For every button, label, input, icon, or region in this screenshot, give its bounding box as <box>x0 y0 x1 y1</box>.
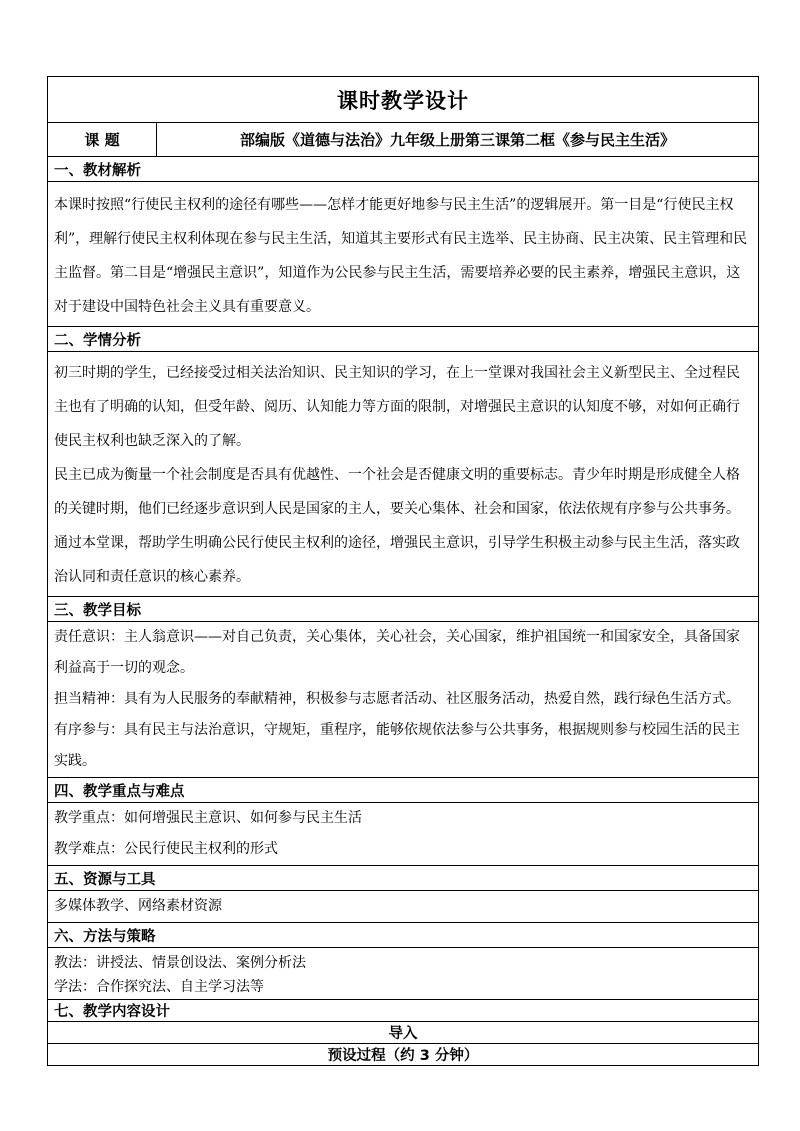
section-heading-resources: 五、资源与工具 <box>48 866 759 891</box>
section-heading-student-analysis: 二、学情分析 <box>48 327 759 352</box>
paragraph: 初三时期的学生，已经接受过相关法治知识、民主知识的学习，在上一堂课对我国社会主义新型民主、全过程民主也有了明确的认知，但受年龄、阅历、认知能力等方面的限制，对增强民主意识的认知度不够，对如何正确行使民主权利也缺乏深入的了解。 <box>54 365 740 449</box>
lesson-plan-table <box>47 76 759 1066</box>
section-body-resources <box>48 891 759 923</box>
paragraph: 本课时按照“行使民主权利的途径有哪些——怎样才能更好地参与民主生活”的逻辑展开。第一目是“行使民主权利”，理解行使民主权利体现在参与民主生活，知道其主要形式有民主选举、民主协商、民主决策、民主管理和民主监督。第二目是“增强民主意识”，知道作为公民参与民主生活，需要培养必要的民主素养，增强民主意识，这对于建设中国特色社会主义具有重要意义。 <box>54 197 748 315</box>
content-row-intro: 导入 <box>48 1022 759 1044</box>
topic-label: 课 题 <box>48 123 157 157</box>
paragraph: 教法：讲授法、情景创设法、案例分析法 <box>54 955 306 971</box>
section-heading-teaching-goals: 三、教学目标 <box>48 597 759 622</box>
paragraph: 多媒体教学、网络素材资源 <box>54 898 222 914</box>
section-body-student-analysis <box>48 352 759 597</box>
document-title: 课时教学设计 <box>48 77 759 123</box>
paragraph: 学法：合作探究法、自主学习法等 <box>54 979 264 995</box>
section-heading-key-points: 四、教学重点与难点 <box>48 778 759 803</box>
paragraph: 担当精神：具有为人民服务的奉献精神，积极参与志愿者活动、社区服务活动，热爱自然，践行绿色生活方式。 <box>54 691 740 707</box>
paragraph: 教学难点：公民行使民主权利的形式 <box>54 841 278 857</box>
section-body-teaching-goals <box>48 622 759 778</box>
lesson-plan-page <box>47 76 759 1066</box>
section-body-key-points <box>48 803 759 866</box>
paragraph: 责任意识：主人翁意识——对自己负责，关心集体，关心社会，关心国家，维护祖国统一和国家安全，具备国家利益高于一切的观念。 <box>54 629 740 676</box>
section-body-methods <box>48 948 759 1000</box>
paragraph: 有序参与：具有民主与法治意识，守规矩，重程序，能够依规依法参与公共事务，根据规则参与校园生活的民主实践。 <box>54 722 740 769</box>
topic-value: 部编版《道德与法治》九年级上册第三课第二框《参与民主生活》 <box>157 123 759 157</box>
content-row-preset-process: 预设过程（约 3 分钟） <box>48 1044 759 1066</box>
section-body-textbook-analysis <box>48 182 759 327</box>
section-heading-methods: 六、方法与策略 <box>48 923 759 948</box>
paragraph: 民主已成为衡量一个社会制度是否具有优越性、一个社会是否健康文明的重要标志。青少年时期是形成健全人格的关键时期，他们已经逐步意识到人民是国家的主人，要关心集体、社会和国家，依法依规有序参与公共事务。通过本堂课，帮助学生明确公民行使民主权利的途径，增强民主意识，引导学生积极主动参与民主生活，落实政治认同和责任意识的核心素养。 <box>54 467 740 585</box>
section-heading-content-design: 七、教学内容设计 <box>48 1000 759 1022</box>
section-heading-textbook-analysis: 一、教材解析 <box>48 157 759 182</box>
paragraph: 教学重点：如何增强民主意识、如何参与民主生活 <box>54 810 362 826</box>
